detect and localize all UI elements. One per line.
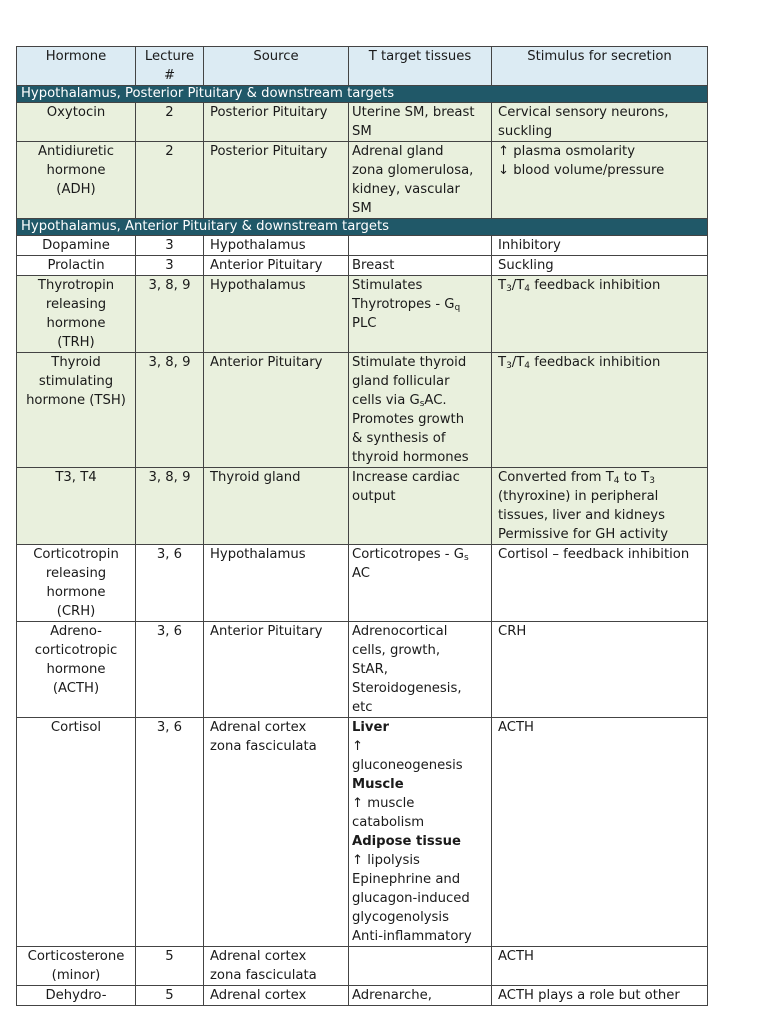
cell-line: & synthesis of xyxy=(352,431,446,446)
cell-line: thyroid hormones xyxy=(352,450,469,465)
cell-line: gland follicular xyxy=(352,374,450,389)
cell-line: etc xyxy=(352,700,373,715)
cell-line: CRH xyxy=(498,624,527,639)
cell-line: Hypothalamus xyxy=(210,278,306,293)
header-stimulus: Stimulus for secretion xyxy=(492,47,708,86)
cell-line: Inhibitory xyxy=(498,238,561,253)
cell-line: stimulating xyxy=(38,374,114,389)
cell-line: Thyrotropin xyxy=(37,278,115,293)
cell-source xyxy=(204,276,349,353)
cell-stimulus xyxy=(492,718,708,947)
cell-line: SM xyxy=(352,124,372,139)
cell-line: hormone xyxy=(46,316,106,331)
cell-line: zona fasciculata xyxy=(210,968,317,983)
header-lecture: Lecture # xyxy=(136,47,204,86)
cell-line: Muscle xyxy=(352,777,404,792)
cell-line: Hypothalamus xyxy=(210,547,306,562)
header-row xyxy=(17,47,708,86)
cell-stimulus xyxy=(492,236,708,256)
cell-line: Corticotropes - $G_s$ xyxy=(352,547,469,563)
cell-line: glucagon-induced xyxy=(352,891,470,906)
cell-line: Adrenocortical xyxy=(352,624,448,639)
cell-line: ACTH xyxy=(498,949,534,964)
cell-line: 3, 8, 9 xyxy=(148,278,191,293)
cell-line: Posterior Pituitary xyxy=(210,105,328,120)
cell-source xyxy=(204,622,349,718)
cell-stimulus xyxy=(492,986,708,1006)
section-header-row xyxy=(17,86,708,103)
cell-source xyxy=(204,468,349,545)
cell-line: Adrenal cortex xyxy=(210,949,307,964)
cell-line: Antidiuretic xyxy=(38,144,114,159)
section-title: Hypothalamus, Posterior Pituitary & downstream targets xyxy=(17,86,708,103)
cell-line: Prolactin xyxy=(47,258,105,273)
cell-line: Anterior Pituitary xyxy=(210,355,323,370)
cell-stimulus xyxy=(492,142,708,219)
cell-target xyxy=(349,256,492,276)
cell-hormone xyxy=(17,545,136,622)
cell-lecture xyxy=(136,468,204,545)
cell-line: releasing xyxy=(45,566,107,581)
cell-hormone xyxy=(17,276,136,353)
cell-line: (ADH) xyxy=(56,182,96,197)
cell-line: zona fasciculata xyxy=(210,739,317,754)
cell-line: SM xyxy=(352,201,372,216)
cell-line: corticotropic xyxy=(34,643,118,658)
table-row xyxy=(17,236,708,256)
cell-hormone xyxy=(17,947,136,986)
cell-source xyxy=(204,718,349,947)
cell-line: Adipose tissue xyxy=(352,834,461,849)
cell-line: 5 xyxy=(165,988,174,1003)
table-row xyxy=(17,256,708,276)
cell-source xyxy=(204,103,349,142)
cell-stimulus xyxy=(492,622,708,718)
cell-line: suckling xyxy=(498,124,553,139)
cell-line: 3, 6 xyxy=(156,624,183,639)
cell-line: Increase cardiac xyxy=(352,470,460,485)
cell-line: ↑ muscle xyxy=(352,796,415,811)
cell-line: Cervical sensory neurons, xyxy=(498,105,669,120)
cell-hormone xyxy=(17,468,136,545)
cell-line: 3, 8, 9 xyxy=(148,470,191,485)
table-row xyxy=(17,353,708,468)
table-row xyxy=(17,468,708,545)
cell-line: Adrenal gland xyxy=(352,144,444,159)
cell-source xyxy=(204,256,349,276)
cell-line: ↑ lipolysis xyxy=(352,853,420,868)
cell-line: Dehydro- xyxy=(45,988,107,1003)
table-row xyxy=(17,718,708,947)
cell-line: catabolism xyxy=(352,815,425,830)
cell-line: 3, 6 xyxy=(156,720,183,735)
cell-lecture xyxy=(136,276,204,353)
table-row xyxy=(17,142,708,219)
cell-line: AC xyxy=(352,566,370,581)
cell-line: ↑ plasma osmolarity xyxy=(498,144,636,159)
cell-line: Steroidogenesis, xyxy=(352,681,462,696)
cell-hormone xyxy=(17,142,136,219)
cell-line: Promotes growth xyxy=(352,412,465,427)
cell-line: StAR, xyxy=(352,662,388,677)
cell-line: Thyrotropes - $G_q$ xyxy=(352,297,461,313)
cell-lecture xyxy=(136,103,204,142)
cell-line: hormone (TSH) xyxy=(26,393,126,408)
cell-line: ↓ blood volume/pressure xyxy=(498,163,665,178)
cell-line: Thyroid gland xyxy=(210,470,301,485)
cell-line: Oxytocin xyxy=(46,105,106,120)
section-header-row xyxy=(17,219,708,236)
cell-line: (CRH) xyxy=(56,604,96,619)
hormone-table xyxy=(16,46,708,1006)
cell-stimulus xyxy=(492,545,708,622)
cell-target xyxy=(349,353,492,468)
cell-line: Posterior Pituitary xyxy=(210,144,328,159)
cell-stimulus xyxy=(492,353,708,468)
cell-source xyxy=(204,236,349,256)
cell-line: Thyroid xyxy=(51,355,101,370)
cell-lecture xyxy=(136,256,204,276)
table-row xyxy=(17,276,708,353)
cell-line: $T_3/T_4$ feedback inhibition xyxy=(498,278,661,294)
cell-lecture xyxy=(136,718,204,947)
cell-target xyxy=(349,468,492,545)
cell-line: (ACTH) xyxy=(52,681,100,696)
cell-line: Epinephrine and xyxy=(352,872,461,887)
cell-source xyxy=(204,947,349,986)
cell-line: $T_3/T_4$ feedback inhibition xyxy=(498,355,661,371)
cell-line: cells, growth, xyxy=(352,643,441,658)
cell-stimulus xyxy=(492,256,708,276)
cell-target xyxy=(349,236,492,256)
cell-lecture xyxy=(136,353,204,468)
cell-line: Adrenal cortex xyxy=(210,988,307,1003)
cell-lecture xyxy=(136,142,204,219)
cell-hormone xyxy=(17,718,136,947)
cell-line: 3, 6 xyxy=(156,547,183,562)
cell-line: Stimulates xyxy=(352,278,423,293)
header-target-tissues: T target tissues xyxy=(349,47,492,86)
table-row xyxy=(17,947,708,986)
cell-hormone xyxy=(17,256,136,276)
header-hormone: Hormone xyxy=(17,47,136,86)
cell-source xyxy=(204,545,349,622)
cell-line: ACTH plays a role but other xyxy=(498,988,680,1003)
cell-line: tissues, liver and kidneys xyxy=(498,508,665,523)
cell-line: Liver xyxy=(352,720,389,735)
cell-line: gluconeogenesis xyxy=(352,758,463,773)
cell-lecture xyxy=(136,622,204,718)
table-row xyxy=(17,622,708,718)
cell-hormone xyxy=(17,103,136,142)
cell-target xyxy=(349,718,492,947)
cell-lecture xyxy=(136,986,204,1006)
cell-line: Suckling xyxy=(498,258,554,273)
cell-line: Corticotropin xyxy=(33,547,119,562)
cell-target xyxy=(349,947,492,986)
cell-line: 2 xyxy=(165,105,174,120)
cell-line: 3, 8, 9 xyxy=(148,355,191,370)
cell-line: Cortisol – feedback inhibition xyxy=(498,547,690,562)
table-row xyxy=(17,103,708,142)
cell-line: kidney, vascular xyxy=(352,182,460,197)
cell-line: output xyxy=(352,489,396,504)
cell-line: Anterior Pituitary xyxy=(210,258,323,273)
cell-target xyxy=(349,103,492,142)
cell-target xyxy=(349,545,492,622)
cell-line: Dopamine xyxy=(42,238,110,253)
cell-line: Stimulate thyroid xyxy=(352,355,467,370)
cell-stimulus xyxy=(492,468,708,545)
cell-source xyxy=(204,986,349,1006)
cell-line: hormone xyxy=(46,163,106,178)
cell-line: Anti-inflammatory xyxy=(352,929,472,944)
cell-lecture xyxy=(136,545,204,622)
cell-line: 2 xyxy=(165,144,174,159)
cell-hormone xyxy=(17,353,136,468)
cell-lecture xyxy=(136,236,204,256)
cell-line: hormone xyxy=(46,662,106,677)
table-row xyxy=(17,986,708,1006)
header-source: Source xyxy=(204,47,349,86)
cell-line: 5 xyxy=(165,949,174,964)
cell-line: Anterior Pituitary xyxy=(210,624,323,639)
cell-stimulus xyxy=(492,276,708,353)
cell-source xyxy=(204,353,349,468)
cell-line: ACTH xyxy=(498,720,534,735)
section-title: Hypothalamus, Anterior Pituitary & downstream targets xyxy=(17,219,708,236)
cell-lecture xyxy=(136,947,204,986)
cell-target xyxy=(349,142,492,219)
cell-line: (TRH) xyxy=(57,335,95,350)
cell-target xyxy=(349,276,492,353)
cell-line: 3 xyxy=(165,258,174,273)
cell-line: Uterine SM, breast xyxy=(352,105,475,120)
cell-stimulus xyxy=(492,103,708,142)
table-row xyxy=(17,545,708,622)
cell-line: (minor) xyxy=(51,968,101,983)
cell-line: releasing xyxy=(45,297,107,312)
cell-target xyxy=(349,622,492,718)
cell-stimulus xyxy=(492,947,708,986)
cell-line: Corticosterone xyxy=(27,949,125,964)
cell-line: 3 xyxy=(165,238,174,253)
cell-line: Breast xyxy=(352,258,395,273)
cell-line: zona glomerulosa, xyxy=(352,163,474,178)
cell-line: (thyroxine) in peripheral xyxy=(498,489,659,504)
cell-line: cells via $G_sAC$. xyxy=(352,393,447,409)
cell-hormone xyxy=(17,236,136,256)
cell-line: Hypothalamus xyxy=(210,238,306,253)
cell-line: T3, T4 xyxy=(55,470,97,485)
cell-line: Cortisol xyxy=(50,720,102,735)
cell-line: ↑ xyxy=(352,739,364,754)
cell-line: Permissive for GH activity xyxy=(498,527,669,542)
cell-target xyxy=(349,986,492,1006)
cell-source xyxy=(204,142,349,219)
cell-hormone xyxy=(17,622,136,718)
cell-line: Adrenarche, xyxy=(352,988,432,1003)
table-body xyxy=(17,86,708,1006)
cell-line: PLC xyxy=(352,316,377,331)
cell-line: glycogenolysis xyxy=(352,910,449,925)
cell-line: Adrenal cortex xyxy=(210,720,307,735)
cell-hormone xyxy=(17,986,136,1006)
cell-line: Adreno- xyxy=(50,624,102,639)
cell-line: hormone xyxy=(46,585,106,600)
cell-line: Converted from $T_4$ to $T_3$ xyxy=(498,470,655,486)
